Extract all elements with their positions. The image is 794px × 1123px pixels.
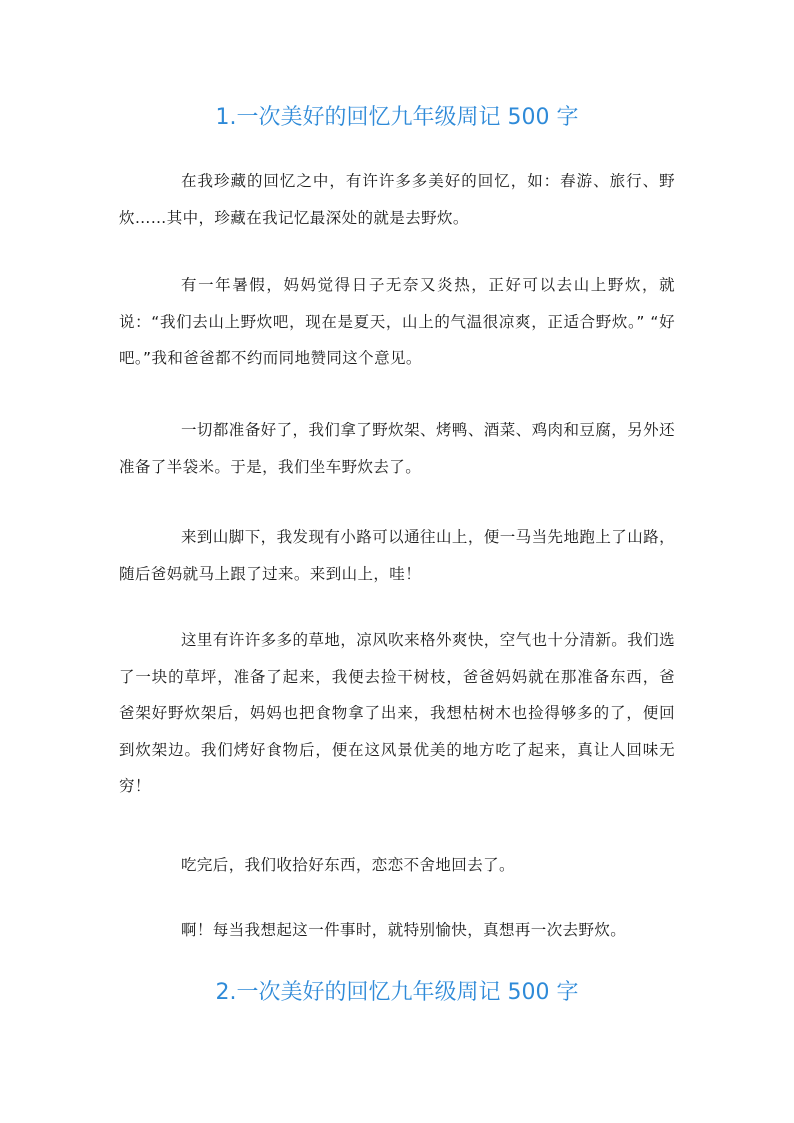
paragraph: 啊！每当我想起这一件事时，就特别愉快，真想再一次去野炊。 — [181, 921, 627, 939]
paragraph: 一切都准备好了，我们拿了野炊架、烤鸭、酒菜、鸡肉和豆腐，另外还准备了半袋米。于是，我们坐车野炊去了。 — [119, 421, 675, 476]
paragraph: 有一年暑假，妈妈觉得日子无奈又炎热，正好可以去山上野炊，就说：“我们去山上野炊吧，现在是夏天，山上的气温很凉爽，正适合野炊。” “好吧。”我和爸爸都不约而同地赞同这个意见。 — [119, 276, 675, 367]
paragraph: 吃完后，我们收拾好东西，恋恋不舍地回去了。 — [181, 856, 515, 874]
paragraph: 在我珍藏的回忆之中，有许许多多美好的回忆，如：春游、旅行、野炊……其中，珍藏在我记忆最深处的就是去野炊。 — [119, 172, 675, 227]
paragraph: 这里有许许多多的草地，凉风吹来格外爽快，空气也十分清新。我们选了一块的草坪，准备了起来，我便去捡干树枝，爸爸妈妈就在那准备东西，爸爸架好野炊架后，妈妈也把食物拿了出来，我想枯树木也捡得够多的了，便回到炊架边。我们烤好食物后，便在这风景优美的地方吃了起来，真让人回味无穷！ — [119, 631, 675, 795]
essay-title-2: 2.一次美好的回忆九年级周记 500 字 — [215, 980, 579, 1005]
essay-title-1: 1.一次美好的回忆九年级周记 500 字 — [215, 105, 579, 130]
paragraph: 来到山脚下，我发现有小路可以通往山上，便一马当先地跑上了山路，随后爸妈就马上跟了过来。来到山上，哇！ — [119, 528, 675, 583]
